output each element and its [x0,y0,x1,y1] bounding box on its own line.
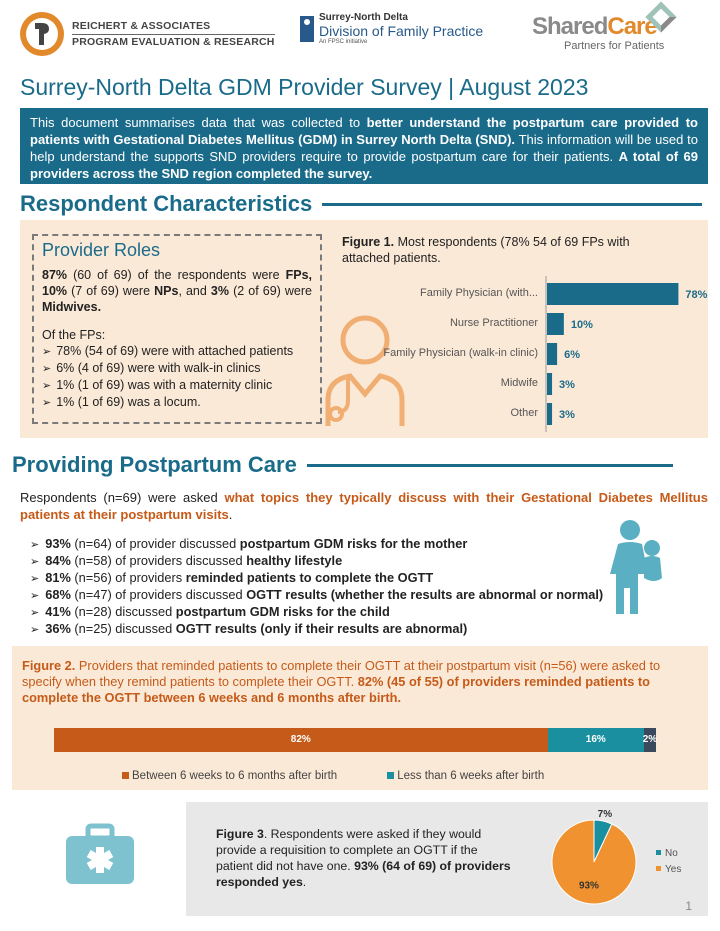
stacked-segment [548,728,644,752]
reichert-r-icon [33,21,51,47]
figure2-caption-bold: 82% (45 of 55) of providers reminded patients to complete the OGTT between 6 weeks and 6 months after birth. [22,674,650,705]
sndfp-line2: Division of Family Practice [319,23,484,39]
section-postpartum-care [12,452,673,478]
legend-label: Less than 6 weeks after birth [397,770,545,782]
provider-roles-box [32,234,322,424]
segment-label: 2% [642,734,658,745]
segment-label: 82% [290,734,311,745]
intro-text-1: This document summarises data that was collected to [30,115,367,130]
bar [547,343,557,365]
topic-pct: 84% [45,553,71,568]
bar-value-label: 6% [564,349,581,361]
list-item [30,553,603,570]
category-label: Family Physician (walk-in clinic) [383,347,538,359]
intro-bold-1: better understand the postpartum care provided to patients with Gestational Diabetes Mellitus (GDM) in Surrey North Delta (SND). [30,115,698,147]
section-heading: Respondent Characteristics [20,191,313,216]
roles-text: (60 of 69) of the respondents were [67,268,286,282]
bar [547,313,564,335]
roles-text: , and [178,284,211,298]
figure3-caption [216,826,516,890]
roles-text: (7 of 69) were [67,284,155,298]
list-item: ➢ 1% (1 of 69) was with a maternity clinic [42,377,312,394]
list-item [30,570,603,587]
reichert-line1: REICHERT & ASSOCIATES [72,19,211,32]
list-item: ➢ 78% (54 of 69) were with attached patients [42,343,312,360]
section-heading: Providing Postpartum Care [12,452,297,477]
figure1-caption-text: Most respondents (78% 54 of 69 FPs with attached patients. [342,235,630,265]
list-item: ➢ 1% (1 of 69) was a locum. [42,394,312,411]
bar [547,403,552,425]
pie-slice-label: 7% [597,809,613,821]
bar-value-label: 3% [559,409,575,421]
legend-label: Yes [665,864,682,875]
list-item [30,587,603,604]
logo-bar [0,10,720,66]
figure2-legend [122,768,544,784]
stat-np-label: NPs [154,284,179,298]
intro-text-2: This information will be used to help understand the supports SND providers require to provide postpartum care for their patients. [30,132,698,164]
figure1-caption [342,234,672,266]
stat-fp-pct: 87% [42,268,68,282]
figure2-panel [12,646,708,790]
list-item [30,621,603,638]
figure2-stacked-bar [54,728,656,752]
segment-label: 16% [585,734,606,745]
section-rule [322,203,702,206]
list-item: ➢ 6% (4 of 69) were with walk-in clinics [42,360,312,377]
topic-pct: 81% [45,570,71,585]
category-label: Family Physician (with... [420,287,538,299]
reichert-mark-icon [20,12,64,56]
legend-label: No [665,848,678,859]
topic-text: (n=28) discussed [70,604,176,619]
figure3-panel [186,802,708,916]
legend-swatch [387,772,394,779]
stat-mw-pct: 3% [210,284,229,298]
fp-breakdown-list [42,343,312,411]
postpartum-intro [20,489,708,523]
topic-text: (n=47) of providers discussed [70,587,247,602]
legend-item [122,768,337,784]
stat-np-pct: 10% [42,284,68,298]
topic-bold: postpartum GDM risks for the child [175,604,390,619]
figure2-label: Figure 2. [22,658,76,673]
category-label: Nurse Practitioner [449,317,538,329]
topic-pct: 36% [45,621,71,636]
section-rule [307,464,673,467]
stat-fp-label: FPs, [285,268,312,282]
topic-text: (n=58) of providers discussed [70,553,247,568]
list-item [30,536,603,553]
stat-mw-label: Midwives. [42,300,102,314]
figure2-caption [22,658,698,706]
figure3-pie-chart [538,810,698,914]
figure3-caption-end: . [302,875,307,889]
mother-child-icon [608,518,670,616]
bar-value-label: 78% [685,289,708,301]
bar [547,283,678,305]
list-item [30,604,603,621]
topic-text: (n=25) discussed [70,621,176,636]
legend-item [387,768,544,784]
roles-text: (2 of 69) were [229,284,312,298]
sndfp-logo [300,12,483,45]
postpartum-intro-end: . [228,507,233,522]
category-label: Midwife [500,377,538,389]
sndfp-line3: An FPSC initiative [319,39,368,45]
postpartum-intro-highlight: what topics they typically discuss with their Gestational Diabetes Mellitus patients at their postpartum visits [20,490,708,522]
figure3-caption-bold: 93% (64 of 69) of providers responded yes [216,859,511,889]
topic-bold: OGTT results (whether the results are abnormal or normal) [246,587,604,602]
figure3-label: Figure 3 [216,827,264,841]
postpartum-topics-list [30,536,603,638]
stacked-segment [54,728,548,752]
sndfp-line1: Surrey-North Delta [319,12,408,23]
topic-pct: 68% [45,587,71,602]
provider-roles-summary [42,267,312,315]
sharedcare-word-a: Shared [532,13,608,40]
topic-pct: 41% [45,604,71,619]
provider-roles-heading: Provider Roles [42,240,161,260]
intro-bold-2: A total of 69 providers across the SND region completed the survey. [30,149,698,181]
topic-text: (n=56) of providers [70,570,186,585]
sndfp-figure-icon [300,16,314,42]
bar-value-label: 10% [570,319,593,331]
page-number: 1 [685,899,692,913]
topic-pct: 93% [45,536,71,551]
page-title: Surrey-North Delta GDM Provider Survey | August 2023 [20,74,589,100]
topic-bold: healthy lifestyle [246,553,343,568]
figure1-bar-chart [342,274,708,424]
sharedcare-tagline: Partners for Patients [564,40,665,52]
sharedcare-word-b: Care [607,13,657,40]
intro-banner [20,108,708,184]
bar [547,373,552,395]
figure2-caption-text: Providers that reminded patients to complete their OGTT at their postpartum visit (n=56) were asked to specify when they remind patients to complete their OGTT. [22,658,661,689]
section-respondent-characteristics [20,191,702,217]
topic-text: (n=64) of provider discussed [70,536,240,551]
topic-bold: postpartum GDM risks for the mother [239,536,468,551]
legend-swatch [656,866,661,871]
stacked-segment [644,728,656,752]
figure1-label: Figure 1. [342,235,395,249]
topic-bold: reminded patients to complete the OGTT [185,570,434,585]
topic-bold: OGTT results (only if their results are abnormal) [175,621,468,636]
fp-intro: Of the FPs: [42,328,106,342]
medical-kit-icon [64,824,136,886]
sharedcare-logo [532,14,664,52]
category-label: Other [510,407,538,419]
reichert-line2: PROGRAM EVALUATION & RESEARCH [72,35,275,48]
legend-label: Between 6 weeks to 6 months after birth [132,770,338,782]
bar-value-label: 3% [559,379,575,391]
characteristics-panel [20,220,708,438]
legend-swatch [122,772,129,779]
reichert-logo [20,12,275,56]
postpartum-intro-text: Respondents (n=69) were asked [20,490,225,505]
figure3-caption-text: . Respondents were asked if they would provide a requisition to complete an OGTT if the patient did not have one. [216,827,482,873]
legend-swatch [656,850,661,855]
pie-slice-label: 93% [578,880,599,892]
